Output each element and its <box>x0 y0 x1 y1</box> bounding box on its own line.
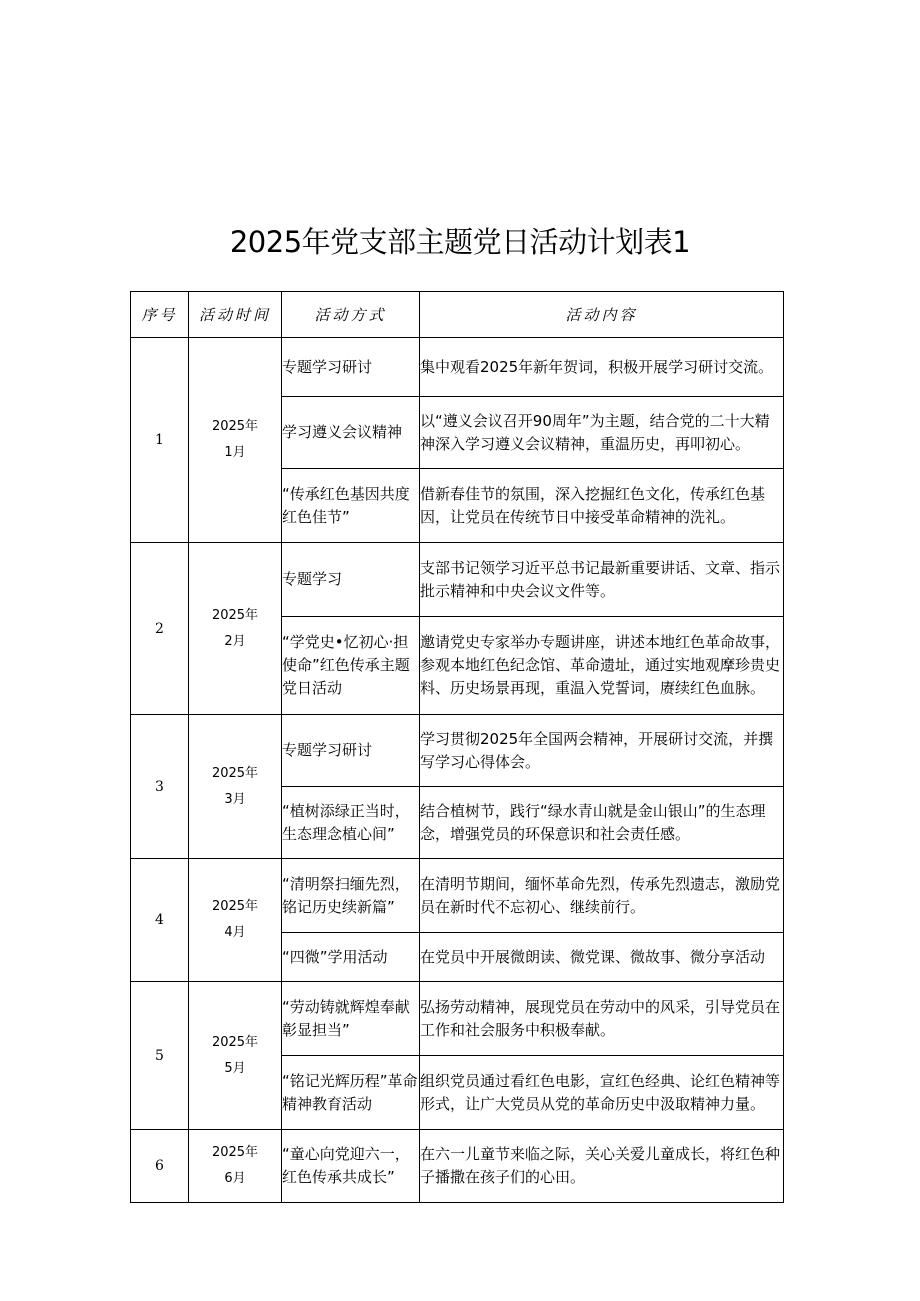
content-cell: 学习贯彻2025年全国两会精神，开展研讨交流，并撰写学习心得体会。 <box>420 715 784 787</box>
time-month: 4月 <box>224 925 246 940</box>
content-cell: 组织党员通过看红色电影，宣红色经典、论红色精神等形式，让广大党员从党的革命历史中汲取精神力量。 <box>420 1056 784 1130</box>
table-header-row <box>131 292 784 338</box>
content-cell: 弘扬劳动精神，展现党员在劳动中的风采，引导党员在工作和社会服务中积极奉献。 <box>420 982 784 1056</box>
header-time: 活动时间 <box>189 292 282 338</box>
mode-cell: “劳动铸就辉煌奉献彰显担当” <box>282 982 420 1056</box>
time-year: 2025年 <box>211 607 259 623</box>
activity-plan-table <box>130 291 784 1203</box>
table-row <box>131 859 784 933</box>
time-year: 2025年 <box>211 1145 259 1160</box>
table-row <box>131 338 784 397</box>
mode-cell: 专题学习研讨 <box>282 715 420 787</box>
time-year: 2025年 <box>211 899 259 914</box>
header-seq: 序号 <box>131 292 189 338</box>
mode-cell: “学党史•忆初心·担使命”红色传承主题党日活动 <box>282 617 420 715</box>
mode-cell: “传承红色基因共度红色佳节” <box>282 469 420 543</box>
header-mode: 活动方式 <box>282 292 420 338</box>
time-month: 2月 <box>224 633 246 649</box>
seq-cell: 4 <box>131 859 189 982</box>
table-row <box>131 543 784 617</box>
content-cell: 集中观看2025年新年贺词，积极开展学习研讨交流。 <box>420 338 784 397</box>
time-month: 6月 <box>224 1171 246 1186</box>
time-year: 2025年 <box>211 1034 259 1050</box>
time-month: 1月 <box>224 445 246 460</box>
mode-cell: “铭记光辉历程”革命精神教育活动 <box>282 1056 420 1130</box>
seq-cell: 1 <box>131 338 189 543</box>
content-cell: 在六一儿童节来临之际，关心关爱儿童成长，将红色种子播撒在孩子们的心田。 <box>420 1130 784 1203</box>
time-cell <box>189 859 282 982</box>
seq-cell: 5 <box>131 982 189 1130</box>
mode-cell: “清明祭扫缅先烈，铭记历史续新篇” <box>282 859 420 933</box>
seq-cell: 2 <box>131 543 189 715</box>
table-row <box>131 982 784 1056</box>
seq-cell: 6 <box>131 1130 189 1203</box>
seq-cell: 3 <box>131 715 189 859</box>
mode-cell: 专题学习研讨 <box>282 338 420 397</box>
content-cell: 借新春佳节的氛围，深入挖掘红色文化，传承红色基因，让党员在传统节日中接受革命精神的洗礼。 <box>420 469 784 543</box>
mode-cell: “植树添绿正当时，生态理念植心间” <box>282 787 420 859</box>
page-title: 2025年党支部主题党日活动计划表1 <box>229 225 691 259</box>
mode-cell: 学习遵义会议精神 <box>282 397 420 469</box>
content-cell: 支部书记领学习近平总书记最新重要讲话、文章、指示批示精神和中央会议文件等。 <box>420 543 784 617</box>
content-cell: 邀请党史专家举办专题讲座，讲述本地红色革命故事，参观本地红色纪念馆、革命遗址，通过实地观摩珍贵史料、历史场景再现，重温入党誓词，赓续红色血脉。 <box>420 617 784 715</box>
time-cell <box>189 338 282 543</box>
mode-cell: “四微”学用活动 <box>282 933 420 982</box>
time-month: 3月 <box>224 791 246 807</box>
content-cell: 在党员中开展微朗读、微党课、微故事、微分享活动 <box>420 933 784 982</box>
mode-cell: “童心向党迎六一，红色传承共成长” <box>282 1130 420 1203</box>
mode-cell: 专题学习 <box>282 543 420 617</box>
time-year: 2025年 <box>211 419 259 434</box>
time-month: 5月 <box>224 1060 246 1076</box>
table-row <box>131 715 784 787</box>
content-cell: 以“遵义会议召开90周年”为主题，结合党的二十大精神深入学习遵义会议精神，重温历史，再叩初心。 <box>420 397 784 469</box>
time-year: 2025年 <box>211 765 259 781</box>
content-cell: 结合植树节，践行“绿水青山就是金山银山”的生态理念，增强党员的环保意识和社会责任感。 <box>420 787 784 859</box>
table-row <box>131 1130 784 1203</box>
time-cell <box>189 982 282 1130</box>
content-cell: 在清明节期间，缅怀革命先烈，传承先烈遗志，激励党员在新时代不忘初心、继续前行。 <box>420 859 784 933</box>
header-content: 活动内容 <box>420 292 784 338</box>
time-cell <box>189 543 282 715</box>
time-cell <box>189 715 282 859</box>
time-cell <box>189 1130 282 1203</box>
